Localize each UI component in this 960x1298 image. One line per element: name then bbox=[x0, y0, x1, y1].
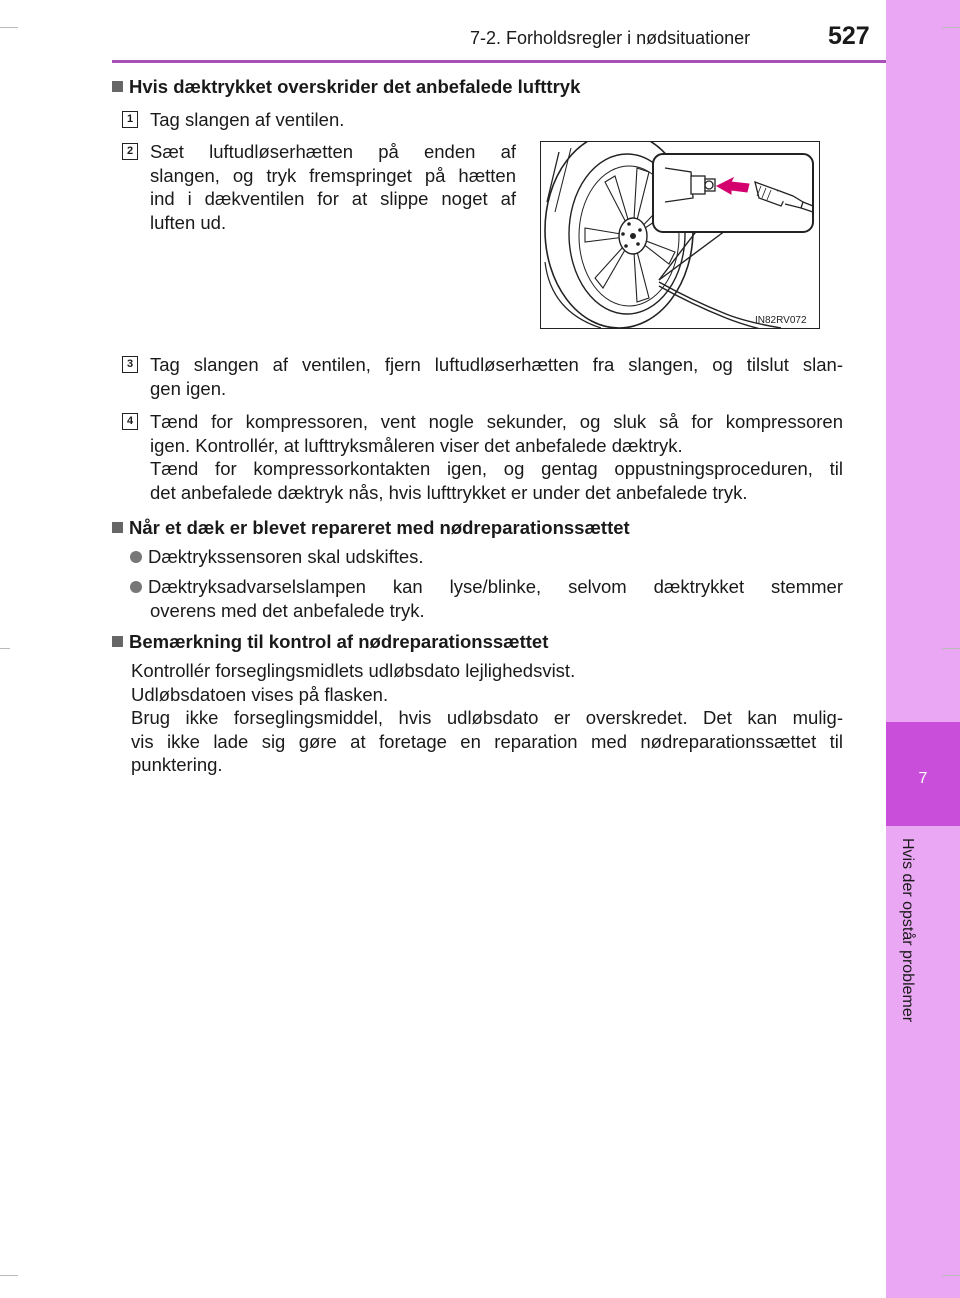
page-number: 527 bbox=[828, 22, 870, 50]
crop-mark bbox=[942, 648, 960, 649]
bullet-item: Dæktrykssensoren skal udskiftes. bbox=[130, 545, 843, 569]
square-bullet-icon bbox=[112, 636, 123, 647]
step-text: Sæt luftudløserhætten på enden af slangen, og tryk fremspringet på hætten ind i dækventilen for at slippe noget af luften ud. bbox=[150, 141, 516, 233]
section-heading: Hvis dæktrykket overskrider det anbefalede lufttryk bbox=[112, 75, 580, 99]
section-header: 7-2. Forholdsregler i nødsituationer bbox=[470, 28, 751, 48]
square-bullet-icon bbox=[112, 81, 123, 92]
header-rule bbox=[112, 60, 886, 63]
step-number: 4 bbox=[122, 413, 138, 430]
step-text: Tænd for kompressoren, vent nogle sekunder, og sluk så for kompressoren igen. Kontrollér, at lufttryksmåleren viser det anbefalede dæktryk. Tænd for kompressorkontakten igen, og gentag oppustningsproceduren, til det anbefalede dæktryk nås, hvis lufttrykket er under det anbefalede tryk. bbox=[150, 411, 843, 503]
round-bullet-icon bbox=[130, 551, 142, 563]
step-number: 3 bbox=[122, 356, 138, 373]
crop-mark bbox=[942, 1275, 960, 1276]
crop-mark bbox=[0, 27, 18, 28]
chapter-number: 7 bbox=[918, 770, 928, 787]
figure-code: IN82RV072 bbox=[755, 315, 807, 326]
crop-mark bbox=[0, 1275, 18, 1276]
step-number: 1 bbox=[122, 111, 138, 128]
step-number: 2 bbox=[122, 143, 138, 160]
step-text: Tag slangen af ventilen, fjern luftudløserhætten fra slangen, og tilslut slan- gen igen. bbox=[150, 354, 843, 399]
section-heading: Når et dæk er blevet repareret med nødreparationssættet bbox=[112, 516, 630, 540]
section-heading: Bemærkning til kontrol af nødreparationssættet bbox=[112, 630, 548, 654]
tire-valve-illustration bbox=[540, 141, 820, 329]
chapter-title: Hvis der opstår problemer bbox=[899, 838, 916, 1023]
crop-mark bbox=[0, 648, 10, 649]
wheel-hose-drawing bbox=[541, 142, 819, 328]
note-text: Kontrollér forseglingsmidlets udløbsdato lejlighedsvist. Udløbsdatoen vises på flasken. Brug ikke forseglingsmiddel, hvis udløbsdato er overskredet. Det kan mulig- vis ikke lade sig gøre at foretage en reparation med nødreparationssættet til punktering. bbox=[131, 660, 843, 775]
crop-mark bbox=[942, 27, 960, 28]
round-bullet-icon bbox=[130, 581, 142, 593]
side-tab bbox=[886, 0, 960, 1298]
step-text: Tag slangen af ventilen. bbox=[150, 109, 345, 130]
bullet-item: Dæktryksadvarselslampen kan lyse/blinke, selvom dæktrykket stemmer overens med det anbefalede tryk. bbox=[130, 575, 843, 622]
square-bullet-icon bbox=[112, 522, 123, 533]
